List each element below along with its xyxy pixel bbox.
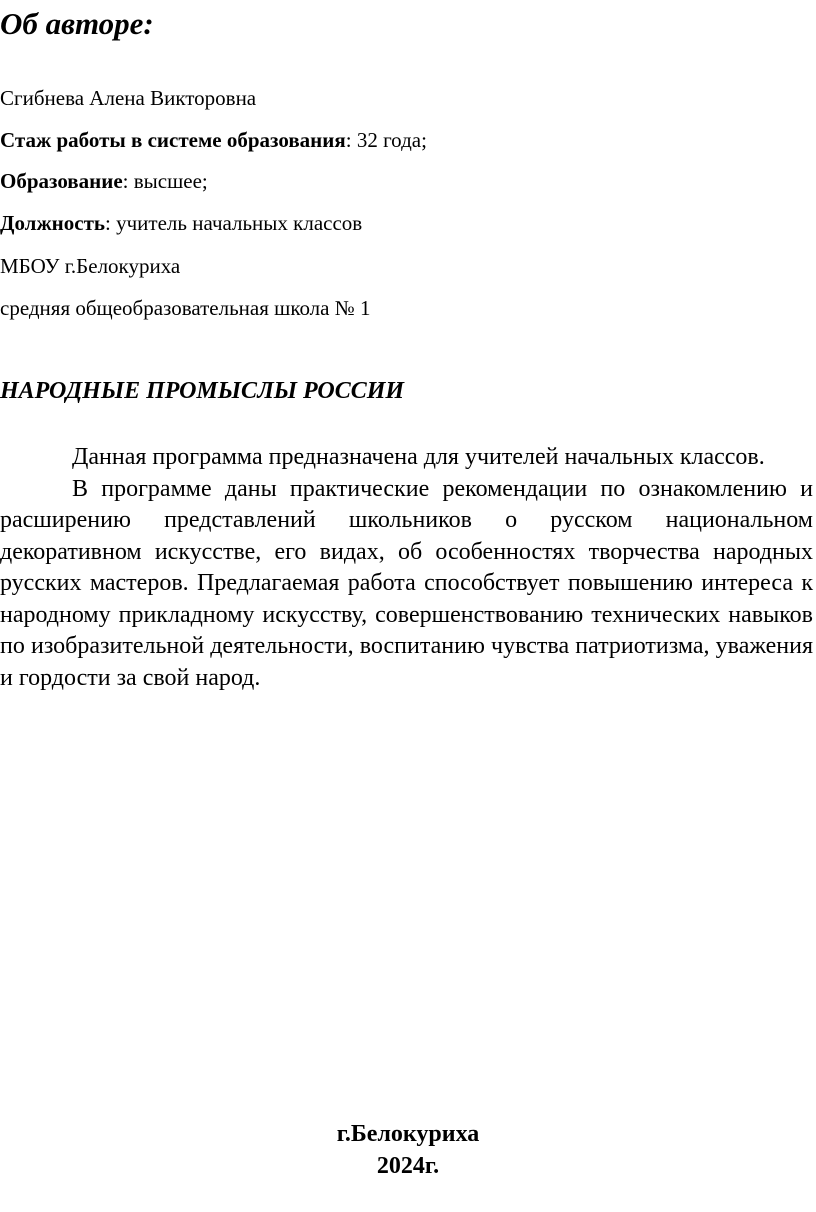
school-line-2: средняя общеобразовательная школа № 1: [0, 296, 371, 320]
experience-line: [0, 126, 427, 154]
experience-value: : 32 года;: [345, 128, 427, 152]
footer-year: 2024г.: [376, 1153, 440, 1179]
program-description: [0, 442, 813, 694]
program-title: НАРОДНЫЕ ПРОМЫСЛЫ РОССИИ: [0, 378, 405, 404]
education-line: [0, 167, 208, 195]
footer-city: г.Белокуриха: [336, 1121, 480, 1147]
education-label: Образование: [0, 169, 123, 193]
program-paragraph-1: Данная программа предназначена для учителей начальных классов.: [72, 444, 765, 470]
footer: [0, 1118, 816, 1182]
experience-label: Стаж работы в системе образования: [0, 128, 346, 152]
author-name: Сгибнева Алена Викторовна: [0, 86, 257, 110]
school-line-1: МБОУ г.Белокуриха: [0, 254, 181, 278]
education-value: : высшее;: [122, 169, 208, 193]
position-value: : учитель начальных классов: [105, 211, 363, 235]
about-author-heading: Об авторе:: [0, 6, 154, 41]
program-paragraph-2: В программе даны практические рекомендации по ознакомлению и расширению представлений школьников о русском национальном декоративном искусстве, его видах, об особенностях творчества народных русских мастеров. Предлагаемая работа способствует повышению интереса к народному прикладному искусству, совершенствованию технических навыков по изобразительной деятельности, воспитанию чувства патриотизма, уважения и гордости за свой народ.: [0, 475, 813, 691]
position-line: [0, 209, 362, 237]
position-label: Должность: [0, 211, 106, 235]
